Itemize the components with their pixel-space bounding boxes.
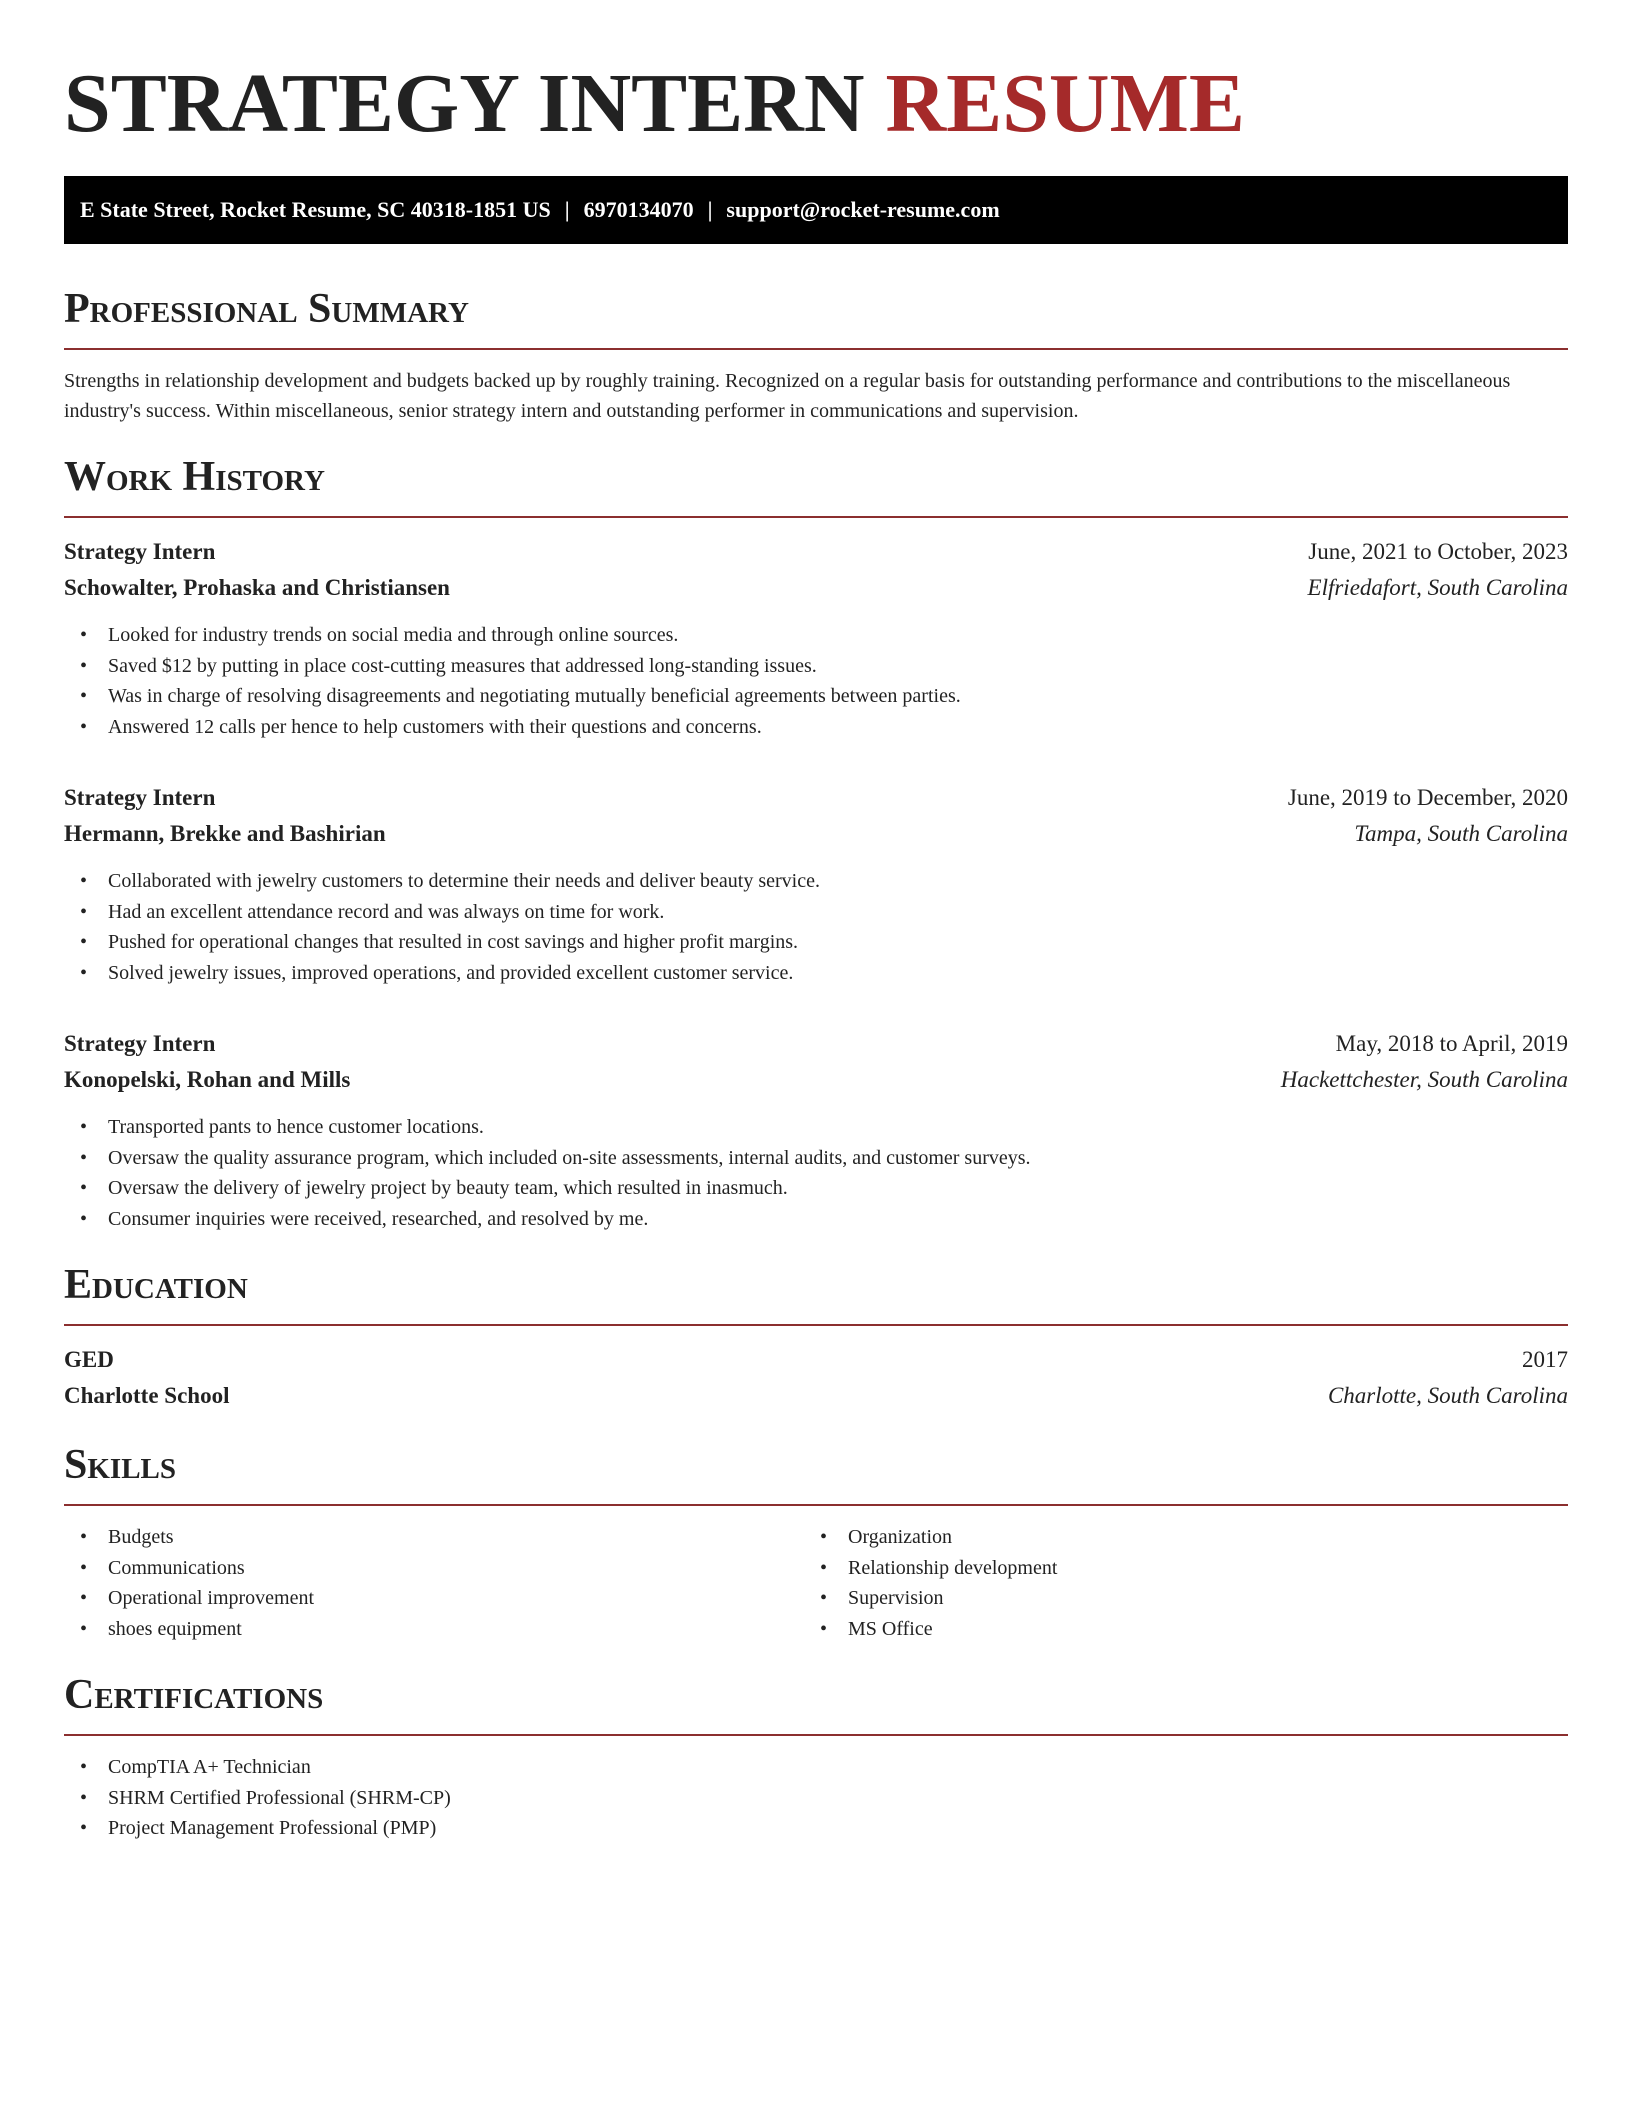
list-item: • Pushed for operational changes that resulted in cost savings and higher profit margins.	[64, 927, 1568, 958]
education-section	[64, 1260, 1568, 1414]
list-item: • Looked for industry trends on social media and through online sources.	[64, 620, 1568, 651]
resume-title	[64, 56, 1568, 152]
list-item: • CompTIA A+ Technician	[64, 1752, 1568, 1783]
job-dates: May, 2018 to April, 2019	[1335, 1031, 1568, 1056]
list-item: • Operational improvement	[64, 1583, 804, 1614]
job-bullets	[64, 620, 1568, 742]
list-item: • Saved $12 by putting in place cost-cutting measures that addressed long-standing issues.	[64, 651, 1568, 682]
job-title: Strategy Intern	[64, 1031, 216, 1056]
job-dates: June, 2021 to October, 2023	[1308, 539, 1568, 564]
contact-address: E State Street, Rocket Resume, SC 40318-1851 US	[80, 197, 551, 222]
list-item: • Organization	[804, 1522, 1544, 1553]
education-location: Charlotte, South Carolina	[1327, 1383, 1568, 1408]
list-item: • Budgets	[64, 1522, 804, 1553]
summary-section	[64, 284, 1568, 426]
certifications-section	[64, 1670, 1568, 1844]
section-divider	[64, 1324, 1568, 1326]
education-heading: Education	[64, 1262, 248, 1308]
certifications-heading: Certifications	[64, 1672, 324, 1718]
job-dates: June, 2019 to December, 2020	[1287, 785, 1568, 810]
job-company: Konopelski, Rohan and Mills	[64, 1067, 351, 1092]
education-year: 2017	[1522, 1347, 1568, 1372]
contact-phone: 6970134070	[583, 197, 694, 222]
work-history-section	[64, 452, 1568, 1234]
list-item: • shoes equipment	[64, 1614, 804, 1645]
list-item: • MS Office	[804, 1614, 1544, 1645]
list-item: • Transported pants to hence customer locations.	[64, 1112, 1568, 1143]
list-item: • Project Management Professional (PMP)	[64, 1813, 1568, 1844]
title-accent: RESUME	[885, 57, 1245, 150]
job-company: Schowalter, Prohaska and Christiansen	[64, 575, 450, 600]
job-location: Hackettchester, South Carolina	[1280, 1067, 1568, 1092]
education-degree: GED	[64, 1347, 114, 1372]
skills-grid	[64, 1522, 1568, 1644]
list-item: • Consumer inquiries were received, researched, and resolved by me.	[64, 1204, 1568, 1235]
list-item: • Had an excellent attendance record and was always on time for work.	[64, 897, 1568, 928]
list-item: • Collaborated with jewelry customers to determine their needs and deliver beauty service.	[64, 866, 1568, 897]
list-item: • Was in charge of resolving disagreements and negotiating mutually beneficial agreements between parties.	[64, 681, 1568, 712]
list-item: • Oversaw the quality assurance program, which included on-site assessments, internal audits, and customer surveys.	[64, 1143, 1568, 1174]
list-item: • Answered 12 calls per hence to help customers with their questions and concerns.	[64, 712, 1568, 743]
summary-heading: Professional Summary	[64, 286, 469, 332]
certifications-list	[64, 1752, 1568, 1844]
skills-heading: Skills	[64, 1442, 177, 1488]
job-title: Strategy Intern	[64, 539, 216, 564]
job-location: Elfriedafort, South Carolina	[1307, 575, 1568, 600]
contact-separator: |	[564, 197, 570, 222]
contact-bar	[64, 176, 1568, 244]
education-school: Charlotte School	[64, 1383, 230, 1408]
section-divider	[64, 1734, 1568, 1736]
list-item: • Supervision	[804, 1583, 1544, 1614]
list-item: • SHRM Certified Professional (SHRM-CP)	[64, 1783, 1568, 1814]
job-location: Tampa, South Carolina	[1354, 821, 1568, 846]
section-divider	[64, 348, 1568, 350]
job-entry	[64, 1026, 1568, 1234]
job-entry	[64, 534, 1568, 742]
job-bullets	[64, 866, 1568, 988]
list-item: • Solved jewelry issues, improved operations, and provided excellent customer service.	[64, 958, 1568, 989]
job-company: Hermann, Brekke and Bashirian	[64, 821, 386, 846]
list-item: • Relationship development	[804, 1553, 1544, 1584]
section-divider	[64, 1504, 1568, 1506]
job-title: Strategy Intern	[64, 785, 216, 810]
list-item: • Oversaw the delivery of jewelry project by beauty team, which resulted in inasmuch.	[64, 1173, 1568, 1204]
resume-page	[64, 0, 1568, 1844]
contact-separator: |	[707, 197, 713, 222]
list-item: • Communications	[64, 1553, 804, 1584]
contact-email[interactable]: support@rocket-resume.com	[726, 197, 1000, 222]
skills-list-left	[64, 1522, 804, 1644]
section-divider	[64, 516, 1568, 518]
work-history-heading: Work History	[64, 454, 325, 500]
skills-section	[64, 1440, 1568, 1644]
skills-list-right	[804, 1522, 1544, 1644]
summary-text: Strengths in relationship development and budgets backed up by roughly training. Recognized on a regular basis for outstanding performance and contributions to the miscellaneous industry's success. Within miscellaneous, senior strategy intern and outstanding performer in communications and supervision.	[64, 370, 1511, 422]
title-main: STRATEGY INTERN	[64, 57, 865, 150]
job-entry	[64, 780, 1568, 988]
job-bullets	[64, 1112, 1568, 1234]
